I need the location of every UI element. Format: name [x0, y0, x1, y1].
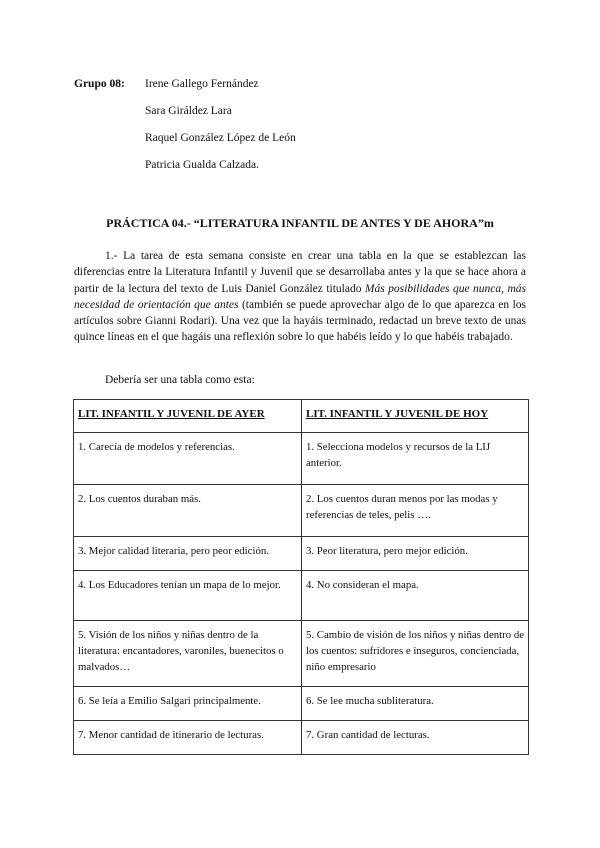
table-row	[74, 485, 529, 537]
cell-ayer: 5. Visión de los niños y niñas dentro de la literatura: encantadores, varoniles, buenecitos o malvados…	[74, 621, 302, 687]
table-row	[74, 571, 529, 621]
group-row	[74, 105, 296, 132]
header-ayer: LIT. INFANTIL Y JUVENIL DE AYER	[74, 400, 302, 433]
cell-ayer: 2. Los cuentos duraban más.	[74, 485, 302, 537]
instructions-paragraph	[74, 248, 526, 346]
group-row	[74, 78, 296, 105]
group-member: Patricia Gualda Calzada.	[145, 159, 259, 171]
cell-ayer: 7. Menor cantidad de itinerario de lecturas.	[74, 721, 302, 755]
table-row	[74, 537, 529, 571]
cell-hoy: 5. Cambio de visión de los niños y niñas dentro de los cuentos: sufridores e inseguros, concienciada, niño empresario	[302, 621, 529, 687]
table-header-row	[74, 400, 529, 433]
paragraph-text: (también se puede aprovechar algo de lo que aparezca en los artículos sobre Gianni Rodari). Una vez que la hayáis terminado, redactad un breve texto de unas quince líneas en el que hagáis una reflexión sobre lo que habéis leído y lo que habéis trabajado.	[74, 298, 526, 344]
group-member: Irene Gallego Fernández	[145, 78, 259, 90]
table-row	[74, 687, 529, 721]
group-label: Grupo 08:	[74, 78, 125, 90]
table-row	[74, 621, 529, 687]
group-member: Raquel González López de León	[145, 132, 296, 144]
cell-ayer: 6. Se leía a Emilio Salgari principalmente.	[74, 687, 302, 721]
group-row	[74, 132, 296, 159]
comparison-table	[73, 399, 529, 755]
paragraph-text: 1.- La tarea de esta semana consiste en crear una tabla en la que se establezcan las diferencias entre la Literatura Infantil y Juvenil que se desarrollaba antes y la que se hace ahora a partir de la lectura del texto de Luis Daniel González titulado	[74, 250, 526, 295]
document-title: PRÁCTICA 04.- “LITERATURA INFANTIL DE ANTES Y DE AHORA”m	[106, 216, 494, 230]
paragraph-italic-title: Más posibilidades que nunca, más necesidad de orientación que antes	[74, 282, 527, 311]
cell-hoy: 6. Se lee mucha subliteratura.	[302, 687, 529, 721]
cell-hoy: 1. Selecciona modelos y recursos de la LIJ anterior.	[302, 433, 529, 485]
cell-hoy: 3. Peor literatura, pero mejor edición.	[302, 537, 529, 571]
table-lead-text: Debería ser una tabla como esta:	[105, 374, 255, 386]
cell-ayer: 4. Los Educadores tenían un mapa de lo mejor.	[74, 571, 302, 621]
group-row	[74, 159, 296, 186]
cell-hoy: 7. Gran cantidad de lecturas.	[302, 721, 529, 755]
table-row	[74, 721, 529, 755]
group-member: Sara Giráldez Lara	[145, 105, 232, 117]
cell-ayer: 3. Mejor calidad literaria, pero peor edición.	[74, 537, 302, 571]
cell-hoy: 4. No consideran el mapa.	[302, 571, 529, 621]
group-block	[74, 78, 296, 186]
cell-hoy: 2. Los cuentos duran menos por las modas y referencias de teles, pelis ….	[302, 485, 529, 537]
table-row	[74, 433, 529, 485]
header-hoy: LIT. INFANTIL Y JUVENIL DE HOY	[302, 400, 529, 433]
cell-ayer: 1. Carecía de modelos y referencias.	[74, 433, 302, 485]
